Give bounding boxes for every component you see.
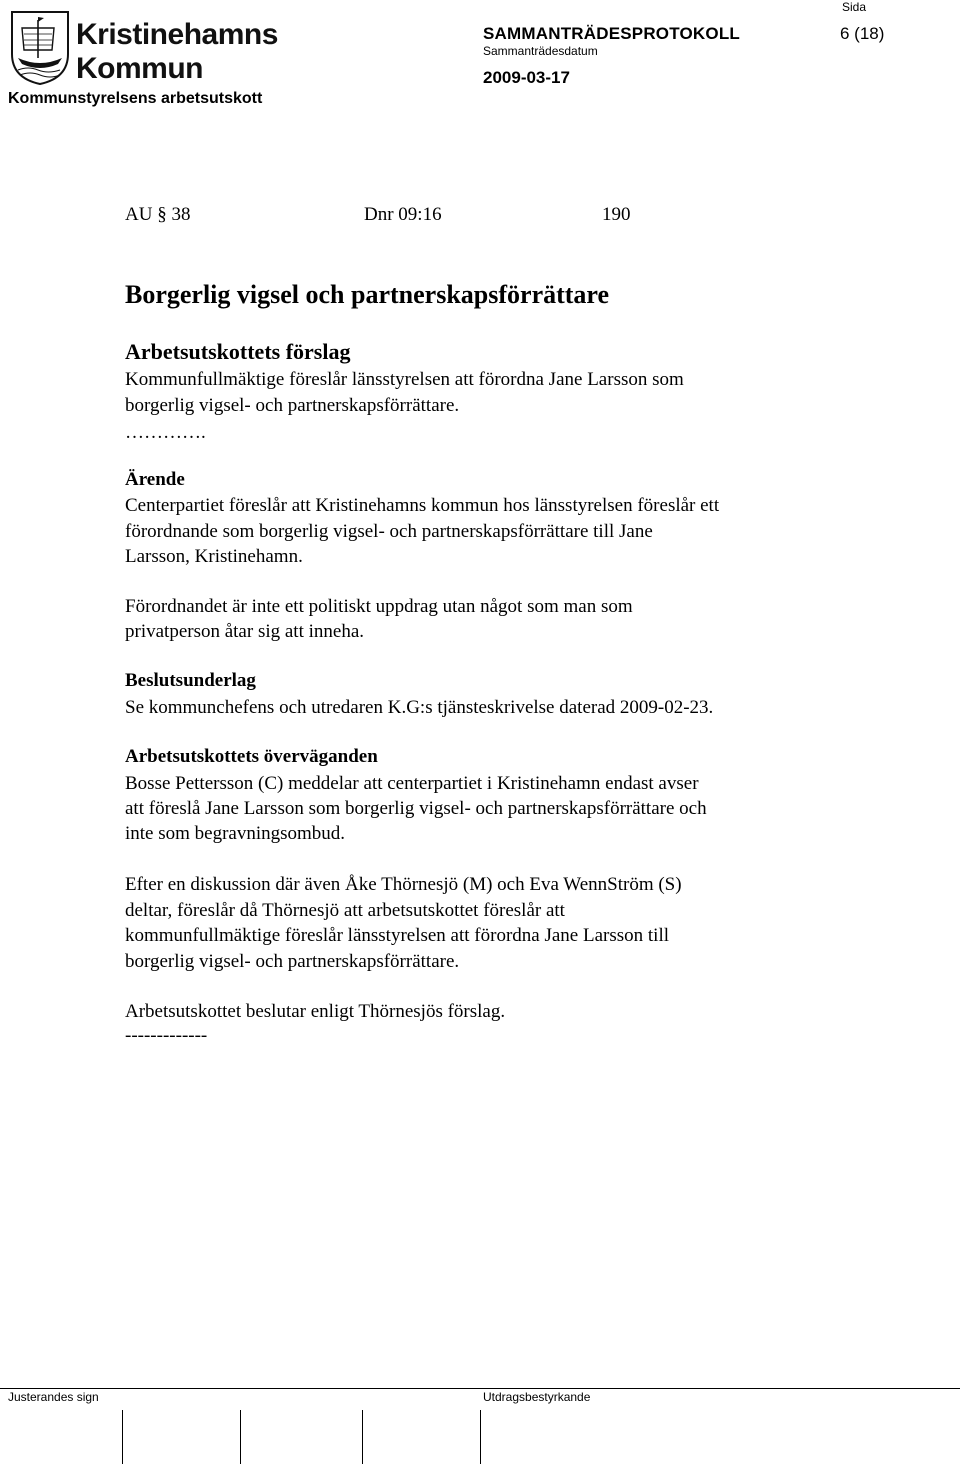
arende2-line: privatperson åtar sig att inneha.	[125, 621, 365, 642]
arende2-line: Förordnandet är inte ett politiskt uppdrag utan något som man som	[125, 596, 633, 617]
forslag-line: ………….	[125, 422, 206, 443]
arende-line: Centerpartiet föreslår att Kristinehamns kommun hos länsstyrelsen föreslår ett	[125, 495, 720, 516]
arende-line: förordnande som borgerlig vigsel- och partnerskapsförrättare till Jane	[125, 521, 653, 542]
overv-heading: Arbetsutskottets överväganden	[125, 746, 378, 767]
signature-box-divider	[480, 1410, 481, 1464]
ship-crest-icon	[8, 8, 278, 86]
kristinehamn-logo	[8, 8, 278, 86]
efter-line: deltar, föreslår då Thörnesjö att arbetsutskottet föreslår att	[125, 900, 565, 921]
arende-heading: Ärende	[125, 469, 185, 490]
arende-line: Larsson, Kristinehamn.	[125, 546, 303, 567]
signature-box-divider	[240, 1410, 241, 1464]
overv-line: Bosse Pettersson (C) meddelar att centerpartiet i Kristinehamn endast avser	[125, 773, 699, 794]
date-label: Sammanträdesdatum	[483, 44, 598, 58]
brand-line1: Kristinehamns	[76, 18, 278, 51]
signature-box-divider	[362, 1410, 363, 1464]
signature-box-divider	[122, 1410, 123, 1464]
page-number: 6 (18)	[840, 24, 885, 43]
utdragsbestyrkande-label: Utdragsbestyrkande	[483, 1390, 591, 1404]
item-dnr: Dnr 09:16	[364, 204, 442, 225]
justerandes-sign-label: Justerandes sign	[8, 1390, 99, 1404]
forslag-line: Kommunfullmäktige föreslår länsstyrelsen att förordna Jane Larsson som	[125, 369, 684, 390]
efter-line: kommunfullmäktige föreslår länsstyrelsen att förordna Jane Larsson till	[125, 925, 669, 946]
separator-dashes: -------------	[125, 1025, 208, 1046]
overv-line: att föreslå Jane Larsson som borgerlig vigsel- och partnerskapsförrättare och	[125, 798, 707, 819]
item-title: Borgerlig vigsel och partnerskapsförrättare	[125, 280, 610, 309]
forslag-heading: Arbetsutskottets förslag	[125, 339, 351, 364]
document-title: SAMMANTRÄDESPROTOKOLL	[483, 24, 740, 43]
overv-line: inte som begravningsombud.	[125, 823, 346, 844]
underlag-line: Se kommunchefens och utredaren K.G:s tjänsteskrivelse daterad 2009-02-23.	[125, 697, 714, 718]
item-code: AU § 38	[125, 204, 191, 225]
item-ref: 190	[602, 204, 631, 225]
footer-divider	[0, 1388, 960, 1389]
efter-line: borgerlig vigsel- och partnerskapsförrättare.	[125, 951, 460, 972]
beslut-line: Arbetsutskottet beslutar enligt Thörnesjös förslag.	[125, 1001, 506, 1022]
organization-name: Kommunstyrelsens arbetsutskott	[8, 90, 263, 107]
page-label: Sida	[842, 0, 867, 14]
meeting-date: 2009-03-17	[483, 68, 570, 87]
underlag-heading: Beslutsunderlag	[125, 670, 256, 691]
efter-line: Efter en diskussion där även Åke Thörnesjö (M) och Eva WennStröm (S)	[125, 874, 682, 895]
forslag-line: borgerlig vigsel- och partnerskapsförrättare.	[125, 395, 460, 416]
brand-line2: Kommun	[76, 52, 203, 85]
